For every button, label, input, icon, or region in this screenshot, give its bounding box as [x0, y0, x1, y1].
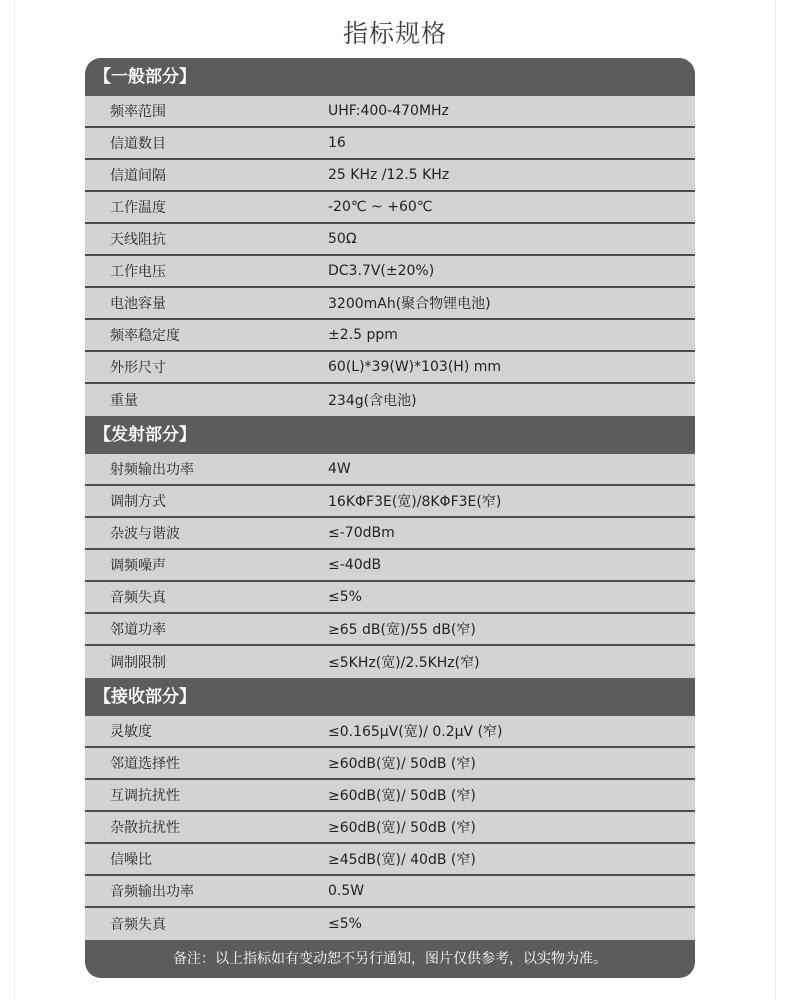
spec-row — [85, 454, 695, 486]
spec-row — [85, 384, 695, 416]
spec-name: 射频输出功率 — [110, 462, 194, 478]
left-guide-line — [14, 0, 15, 1000]
spec-name: 音频失真 — [110, 590, 166, 606]
spec-value: ≤5% — [328, 589, 362, 605]
spec-row — [85, 288, 695, 320]
spec-row — [85, 518, 695, 550]
spec-row — [85, 582, 695, 614]
spec-value: ≤5KHz(宽)/2.5KHz(窄) — [328, 655, 480, 671]
spec-name: 重量 — [110, 393, 138, 409]
section-header: 【接收部分】 — [85, 678, 695, 716]
spec-name: 电池容量 — [110, 296, 166, 312]
spec-row — [85, 550, 695, 582]
spec-name: 杂波与谐波 — [110, 526, 180, 542]
spec-row — [85, 780, 695, 812]
section-header: 【发射部分】 — [85, 416, 695, 454]
spec-name: 互调抗扰性 — [110, 788, 180, 804]
spec-table — [85, 58, 695, 978]
spec-value: 25 KHz /12.5 KHz — [328, 167, 450, 183]
spec-name: 外形尺寸 — [110, 360, 166, 376]
spec-row — [85, 320, 695, 352]
spec-name: 工作温度 — [110, 200, 166, 216]
spec-name: 频率稳定度 — [110, 328, 180, 344]
spec-name: 信道间隔 — [110, 168, 166, 184]
spec-value: 4W — [328, 461, 351, 477]
right-guide-line — [775, 0, 776, 1000]
spec-row — [85, 908, 695, 940]
spec-row — [85, 748, 695, 780]
spec-row — [85, 128, 695, 160]
spec-value: ≤0.165μV(宽)/ 0.2μV (窄) — [328, 724, 503, 740]
spec-name: 天线阻抗 — [110, 232, 166, 248]
spec-name: 杂散抗扰性 — [110, 820, 180, 836]
spec-value: ≥45dB(宽)/ 40dB (窄) — [328, 852, 476, 868]
spec-value: 60(L)*39(W)*103(H) mm — [328, 359, 502, 375]
spec-row — [85, 716, 695, 748]
spec-name: 信道数目 — [110, 136, 166, 152]
spec-name: 邻道功率 — [110, 622, 166, 638]
spec-row — [85, 96, 695, 128]
spec-row — [85, 876, 695, 908]
spec-value: ≤-70dBm — [328, 525, 395, 541]
spec-name: 信噪比 — [110, 852, 152, 868]
spec-value: 0.5W — [328, 883, 365, 899]
spec-value: ≤5% — [328, 916, 362, 932]
spec-row — [85, 192, 695, 224]
spec-value: ≤-40dB — [328, 557, 382, 573]
spec-sections — [85, 58, 695, 940]
spec-name: 音频输出功率 — [110, 884, 194, 900]
spec-value: 16KΦF3E(宽)/8KΦF3E(窄) — [328, 494, 502, 510]
spec-row — [85, 224, 695, 256]
spec-name: 邻道选择性 — [110, 756, 180, 772]
spec-value: UHF:400-470MHz — [328, 103, 449, 119]
spec-name: 调制方式 — [110, 494, 166, 510]
spec-row — [85, 844, 695, 876]
spec-value: ≥60dB(宽)/ 50dB (窄) — [328, 820, 476, 836]
page-title: 指标规格 — [342, 19, 447, 48]
footer-note: 备注：以上指标如有变动恕不另行通知，图片仅供参考，以实物为准。 — [85, 940, 695, 978]
spec-row — [85, 614, 695, 646]
spec-row — [85, 812, 695, 844]
spec-value: ≥60dB(宽)/ 50dB (窄) — [328, 788, 476, 804]
spec-value: 3200mAh(聚合物锂电池) — [328, 296, 491, 312]
spec-value: 50Ω — [328, 231, 357, 247]
spec-value: 16 — [328, 135, 346, 151]
spec-name: 工作电压 — [110, 264, 166, 280]
spec-name: 音频失真 — [110, 917, 166, 933]
spec-row — [85, 256, 695, 288]
section-header: 【一般部分】 — [85, 58, 695, 96]
spec-row — [85, 160, 695, 192]
spec-value: 234g(含电池) — [328, 393, 417, 409]
spec-name: 频率范围 — [110, 104, 166, 120]
spec-value: DC3.7V(±20%) — [328, 263, 435, 279]
spec-name: 调制限制 — [110, 655, 166, 671]
spec-value: ≥60dB(宽)/ 50dB (窄) — [328, 756, 476, 772]
spec-name: 调频噪声 — [110, 558, 166, 574]
spec-value: ±2.5 ppm — [328, 327, 398, 343]
spec-value: -20℃ ~ +60℃ — [328, 199, 433, 215]
spec-row — [85, 352, 695, 384]
spec-row — [85, 486, 695, 518]
spec-row — [85, 646, 695, 678]
spec-name: 灵敏度 — [110, 724, 152, 740]
spec-value: ≥65 dB(宽)/55 dB(窄) — [328, 622, 476, 638]
